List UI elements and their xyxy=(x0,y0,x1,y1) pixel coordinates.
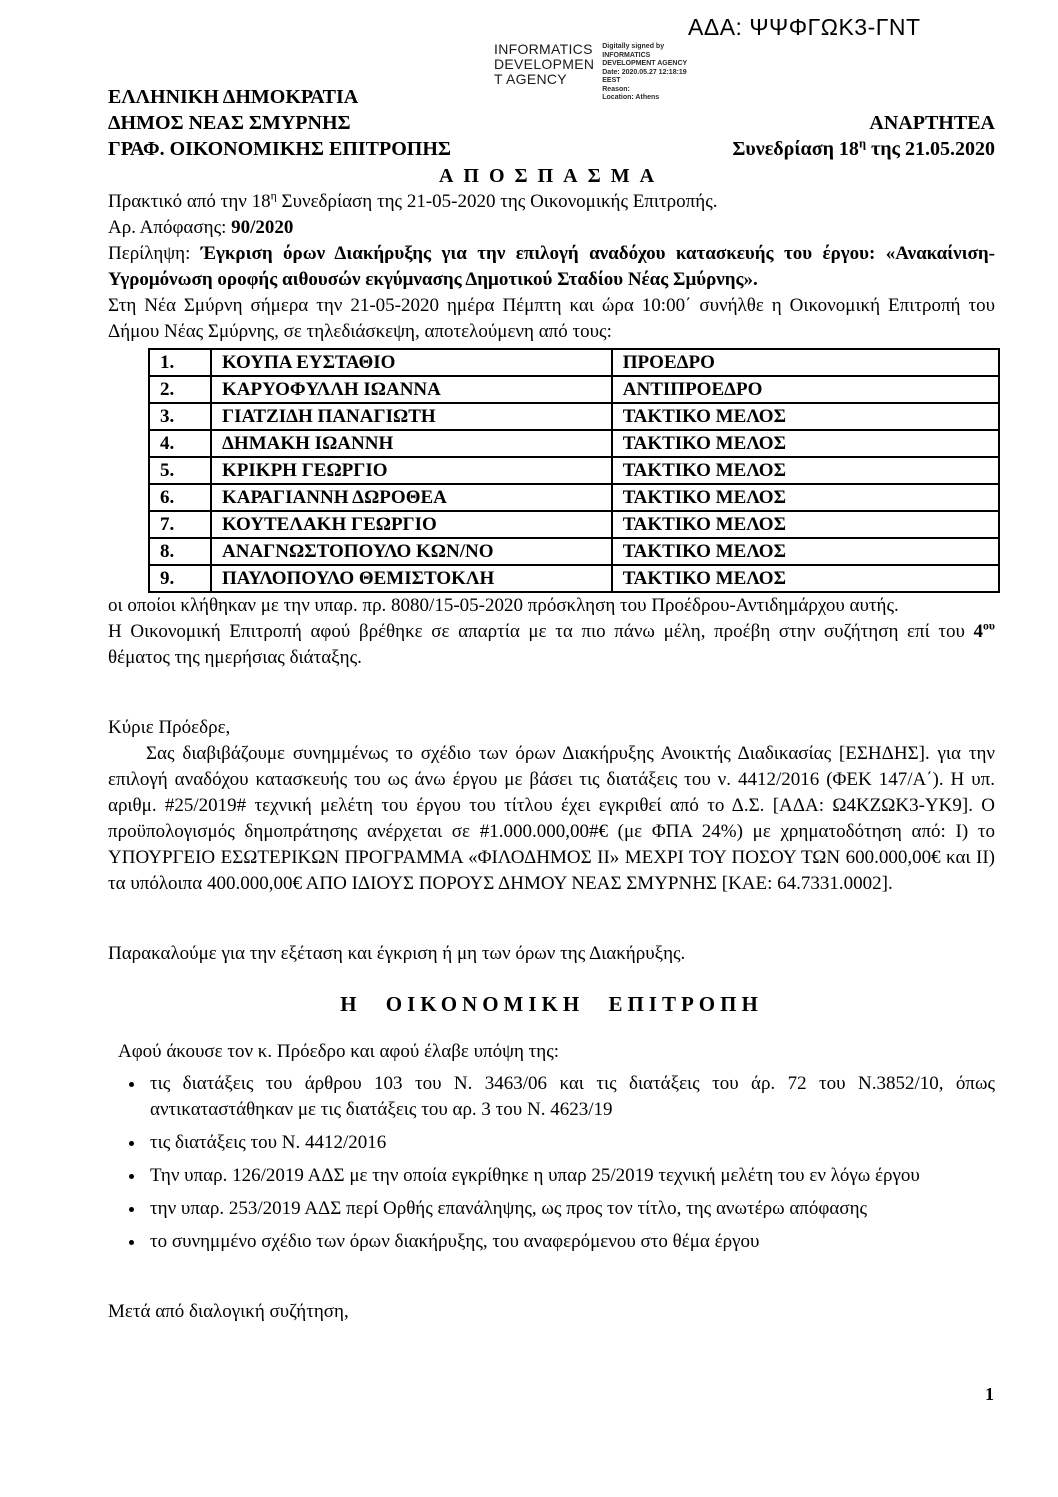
ada-value: ΨΨΦΓΩΚ3-ΓΝΤ xyxy=(749,14,921,40)
list-item: • Την υπαρ. 126/2019 ΑΔΣ με την οποία εγκρίθηκε η υπαρ 25/2019 τεχνική μελέτη του εν λόγω έργου xyxy=(146,1163,995,1189)
table-row xyxy=(149,376,999,403)
table-row xyxy=(149,430,999,457)
member-role: ΤΑΚΤΙΚΟ ΜΕΛΟΣ xyxy=(612,484,999,511)
session-superscript: η xyxy=(858,136,866,151)
member-role: ΤΑΚΤΙΚΟ ΜΕΛΟΣ xyxy=(612,430,999,457)
member-role: ΑΝΤΙΠΡΟΕΔΡΟ xyxy=(612,376,999,403)
decision-number-line xyxy=(108,215,995,241)
page-number: 1 xyxy=(985,1384,994,1404)
member-name: ΚΟΥΤΕΛΑΚΗ ΓΕΩΡΓΙΟ xyxy=(211,511,612,538)
agenda-number: 4 xyxy=(973,621,983,642)
member-number: 7. xyxy=(149,511,211,538)
member-name: ΚΡΙΚΡΗ ΓΕΩΡΓΙΟ xyxy=(211,457,612,484)
signature-detail-line: Location: Athens xyxy=(602,94,660,101)
table-row xyxy=(149,457,999,484)
org-office: ΓΡΑΦ. ΟΙΚΟΝΟΜΙΚΗΣ ΕΠΙΤΡΟΠΗΣ xyxy=(108,138,451,160)
member-number: 8. xyxy=(149,538,211,565)
heard-line: Αφού άκουσε τον κ. Πρόεδρο και αφού έλαβε υπόψη της: xyxy=(118,1041,560,1062)
practiko-superscript: η xyxy=(270,189,277,203)
letter-body: Σας διαβιβάζουμε συνημμένως το σχέδιο των όρων Διακήρυξης Ανοικτής Διαδικασίας [ΕΣΗΔΗΣ]. για την επιλογή αναδόχου κατασκευής του ως άνω έργου με βάσει τις διατάξεις του ν. 4412/2016 (ΦΕΚ 147/Α΄). Η υπ. αριθμ. #25/2019# τεχνική μελέτη του έργου του τίτλου έχει εγκριθεί από το Δ.Σ. [ΑΔΑ: Ω4ΚΖΩΚ3-ΥΚ9]. Ο προϋπολογισμός δημοπράτησης ανέρχεται σε #1.000.000,00#€ (με ΦΠΑ 24%) με χρηματοδότηση από: Ι) το ΥΠΟΥΡΓΕΙΟ ΕΣΩΤΕΡΙΚΩΝ ΠΡΟΓΡΑΜΜΑ «ΦΙΛΟΔΗΜΟΣ ΙΙ» ΜΕΧΡΙ ΤΟΥ ΠΟΣΟΥ ΤΩΝ 600.000,00€ και ΙΙ) τα υπόλοιπα 400.000,00€ ΑΠΟ ΙΔΙΟΥΣ ΠΟΡΟΥΣ ΔΗΜΟΥ ΝΕΑΣ ΣΜΥΡΝΗΣ [ΚΑΕ: 64.7331.0002]. xyxy=(108,743,995,894)
vertical-spacer xyxy=(108,897,995,941)
summary-line xyxy=(108,241,995,293)
table-row xyxy=(149,484,999,511)
meeting-line: Στη Νέα Σμύρνη σήμερα την 21-05-2020 ημέρα Πέμπτη και ώρα 10:00΄ συνήλθε η Οικονομική Επιτροπή του Δήμου Νέας Σμύρνης, σε τηλεδιάσκεψη, αποτελούμενη από τους: xyxy=(108,295,995,342)
member-role: ΤΑΚΤΙΚΟ ΜΕΛΟΣ xyxy=(612,565,999,592)
member-role: ΤΑΚΤΙΚΟ ΜΕΛΟΣ xyxy=(612,538,999,565)
summary-text: Έγκριση όρων Διακήρυξης για την επιλογή αναδόχου κατασκευής του έργου: «Ανακαίνιση-Υγρομόνωση οροφής αιθουσών εκγύμνασης Δημοτικού Σταδίου Νέας Σμύρνης». xyxy=(108,243,995,290)
document-title: ΑΠΟΣΠΑΣΜΑ xyxy=(438,165,665,187)
letterhead-row-3 xyxy=(108,136,995,162)
vertical-spacer xyxy=(108,671,995,715)
signature-detail-line: EEST xyxy=(602,77,621,84)
practiko-prefix: Πρακτικό από την 18 xyxy=(108,191,271,212)
member-number: 4. xyxy=(149,430,211,457)
summary-label: Περίληψη: xyxy=(108,243,201,264)
member-name: ΚΟΥΠΑ ΕΥΣΤΑΘΙΟ xyxy=(211,349,612,376)
member-number: 3. xyxy=(149,403,211,430)
practiko-suffix: Συνεδρίαση της 21-05-2020 της Οικονομικής Επιτροπής. xyxy=(276,191,718,212)
session-prefix: Συνεδρίαση 18 xyxy=(732,138,859,160)
agency-line: T AGENCY xyxy=(494,71,567,87)
considerations-list xyxy=(108,1071,995,1255)
member-number: 9. xyxy=(149,565,211,592)
signature-detail-line: INFORMATICS xyxy=(602,51,651,59)
session-suffix: της 21.05.2020 xyxy=(865,138,995,160)
member-role: ΤΑΚΤΙΚΟ ΜΕΛΟΣ xyxy=(612,403,999,430)
quorum-prefix: Η Οικονομική Επιτροπή αφού βρέθηκε σε απαρτία με τα πιο πάνω μέλη, προέβη στην συζήτηση επί του xyxy=(108,621,974,642)
table-row xyxy=(149,349,999,376)
member-name: ΚΑΡΑΓΙΑΝΝΗ ΔΩΡΟΘΕΑ xyxy=(211,484,612,511)
ada-label: ΑΔΑ: xyxy=(688,14,743,40)
practiko-line xyxy=(108,189,995,215)
member-role: ΤΑΚΤΙΚΟ ΜΕΛΟΣ xyxy=(612,511,999,538)
member-name: ΓΙΑΤΖΙΔΗ ΠΑΝΑΓΙΩΤΗ xyxy=(211,403,612,430)
quorum-line xyxy=(108,619,995,671)
signature-detail-line: Digitally signed by xyxy=(602,43,665,50)
table-row xyxy=(149,538,999,565)
table-row xyxy=(149,511,999,538)
document-content xyxy=(108,84,995,1325)
session-info xyxy=(732,136,995,162)
member-name: ΠΑΥΛΟΠΟΥΛΟ ΘΕΜΙΣΤΟΚΛΗ xyxy=(211,565,612,592)
member-number: 2. xyxy=(149,376,211,403)
member-role: ΤΑΚΤΙΚΟ ΜΕΛΟΣ xyxy=(612,457,999,484)
org-municipality: ΔΗΜΟΣ ΝΕΑΣ ΣΜΥΡΝΗΣ xyxy=(108,112,351,134)
salutation-line: Κύριε Πρόεδρε, xyxy=(108,717,231,738)
signature-detail-line: Reason: xyxy=(602,85,630,93)
table-row xyxy=(149,403,999,430)
agenda-number-superscript: ου xyxy=(983,619,995,633)
list-item: • τις διατάξεις του άρθρου 103 του Ν. 3463/06 και τις διατάξεις του άρ. 72 του Ν.3852/10, όπως αντικαταστάθηκαν με τις διατάξεις του αρ. 3 του Ν. 4623/19 xyxy=(146,1071,995,1123)
quorum-suffix: θέματος της ημερήσιας διάταξης. xyxy=(108,647,362,668)
org-country: ΕΛΛΗΝΙΚΗ ΔΗΜΟΚΡΑΤΙΑ xyxy=(108,86,359,108)
member-name: ΚΑΡΥΟΦΥΛΛΗ ΙΩΑΝΝΑ xyxy=(211,376,612,403)
table-row xyxy=(149,565,999,592)
member-number: 1. xyxy=(149,349,211,376)
invitation-line: οι οποίοι κλήθηκαν με την υπαρ. πρ. 8080/15-05-2020 πρόσκληση του Προέδρου-Αντιδημάρχου αυτής. xyxy=(108,595,899,616)
closing-line: Μετά από διαλογική συζήτηση, xyxy=(108,1301,349,1322)
members-table xyxy=(148,348,1000,593)
committee-heading: Η ΟΙΚΟΝΟΜΙΚΗ ΕΠΙΤΡΟΠΗ xyxy=(340,992,763,1016)
decision-value: 90/2020 xyxy=(231,217,294,238)
signature-detail-line: DEVELOPMENT AGENCY xyxy=(602,60,688,67)
letterhead-row-1 xyxy=(108,84,995,110)
decision-label: Αρ. Απόφασης: xyxy=(108,217,232,238)
letterhead-row-2 xyxy=(108,110,995,136)
list-item: • την υπαρ. 253/2019 ΑΔΣ περί Ορθής επανάληψης, ως προς τον τίτλο, της ανωτέρω απόφασης xyxy=(146,1196,995,1222)
agency-line: INFORMATICS xyxy=(494,41,593,57)
list-item: • τις διατάξεις του Ν. 4412/2016 xyxy=(146,1130,995,1156)
member-number: 6. xyxy=(149,484,211,511)
signature-detail-line: Date: 2020.05.27 12:18:19 xyxy=(602,68,687,76)
agenda-item-number xyxy=(974,621,996,642)
anartitea-label: ΑΝΑΡΤΗΤΕΑ xyxy=(869,112,995,134)
member-role: ΠΡΟΕΔΡΟ xyxy=(612,349,999,376)
request-line: Παρακαλούμε για την εξέταση και έγκριση ή μη των όρων της Διακήρυξης. xyxy=(108,943,686,964)
member-name: ΑΝΑΓΝΩΣΤΟΠΟΥΛΟ ΚΩΝ/ΝΟ xyxy=(211,538,612,565)
agency-line: DEVELOPMEN xyxy=(494,56,595,72)
ada-code-line xyxy=(688,14,921,41)
list-item: • το συνημμένο σχέδιο των όρων διακήρυξης, του αναφερόμενου στο θέμα έργου xyxy=(146,1229,995,1255)
member-number: 5. xyxy=(149,457,211,484)
member-name: ΔΗΜΑΚΗ ΙΩΑΝΝΗ xyxy=(211,430,612,457)
